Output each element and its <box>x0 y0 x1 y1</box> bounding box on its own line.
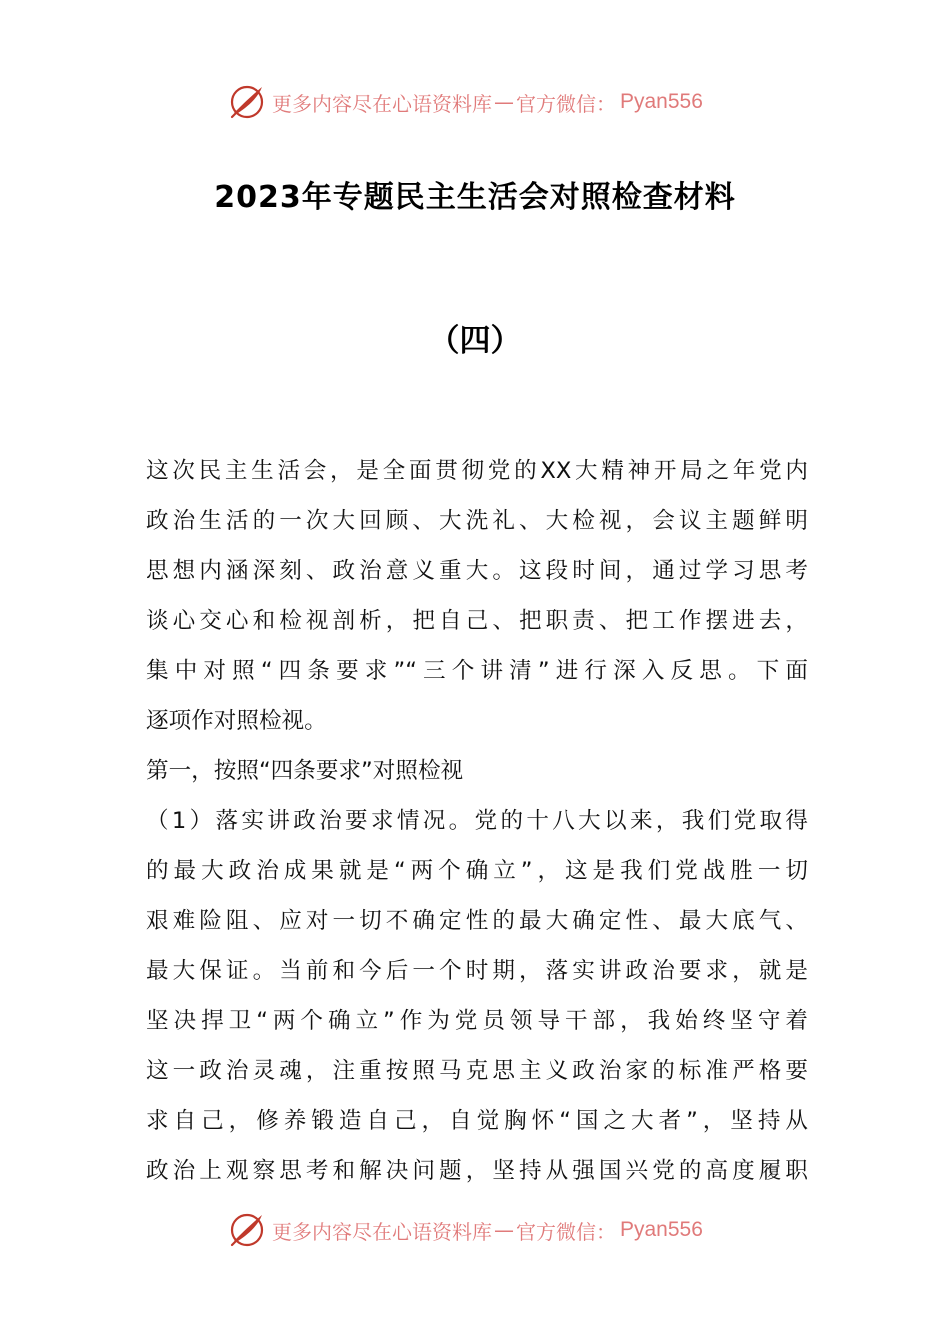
body-line: 这一政治灵魂，注重按照马克思主义政治家的标准严格要 <box>146 1058 808 1084</box>
banner-text: 更多内容尽在心语资料库 <box>272 1219 492 1244</box>
header-watermark-banner <box>228 80 703 124</box>
body-line: 求自己，修养锻造自己，自觉胸怀“国之大者”，坚持从 <box>146 1108 808 1134</box>
banner-wechat-label: 官方微信： <box>516 1219 616 1244</box>
body-line: 这次民主生活会，是全面贯彻党的XX大精神开局之年党内 <box>146 458 808 484</box>
quill-logo-icon <box>228 83 266 121</box>
quill-logo-icon <box>228 1211 266 1249</box>
body-line: 艰难险阻、应对一切不确定性的最大确定性、最大底气、 <box>146 908 808 934</box>
section-heading: 第一，按照“四条要求”对照检视 <box>146 758 464 784</box>
banner-text: 更多内容尽在心语资料库 <box>272 91 492 116</box>
body-line: 思想内涵深刻、政治意义重大。这段时间，通过学习思考 <box>146 558 808 584</box>
body-line: 坚决捍卫“两个确立”作为党员领导干部，我始终坚守着 <box>146 1008 808 1034</box>
body-line: 集中对照“四条要求”“三个讲清”进行深入反思。下面 <box>146 658 808 684</box>
banner-wechat-label: 官方微信： <box>516 91 616 116</box>
document-subtitle: （四） <box>428 323 522 359</box>
footer-watermark-banner <box>228 1208 703 1252</box>
document-body <box>146 446 808 1196</box>
body-line: 政治生活的一次大回顾、大洗礼、大检视，会议主题鲜明 <box>146 508 808 534</box>
body-line: 政治上观察思考和解决问题，坚持从强国兴党的高度履职 <box>146 1158 808 1184</box>
body-line: 逐项作对照检视。 <box>146 708 327 734</box>
body-line: 的最大政治成果就是“两个确立”，这是我们党战胜一切 <box>146 858 808 884</box>
body-line: （1）落实讲政治要求情况。党的十八大以来，我们党取得 <box>146 808 808 834</box>
body-line: 谈心交心和检视剖析，把自己、把职责、把工作摆进去， <box>146 608 808 634</box>
banner-wechat-id: Pyan556 <box>620 90 703 113</box>
banner-wechat-id: Pyan556 <box>620 1218 703 1241</box>
banner-dash: — <box>494 90 514 114</box>
banner-dash: — <box>494 1218 514 1242</box>
document-title: 2023年专题民主生活会对照检查材料 <box>214 180 736 215</box>
body-line: 最大保证。当前和今后一个时期，落实讲政治要求，就是 <box>146 958 808 984</box>
